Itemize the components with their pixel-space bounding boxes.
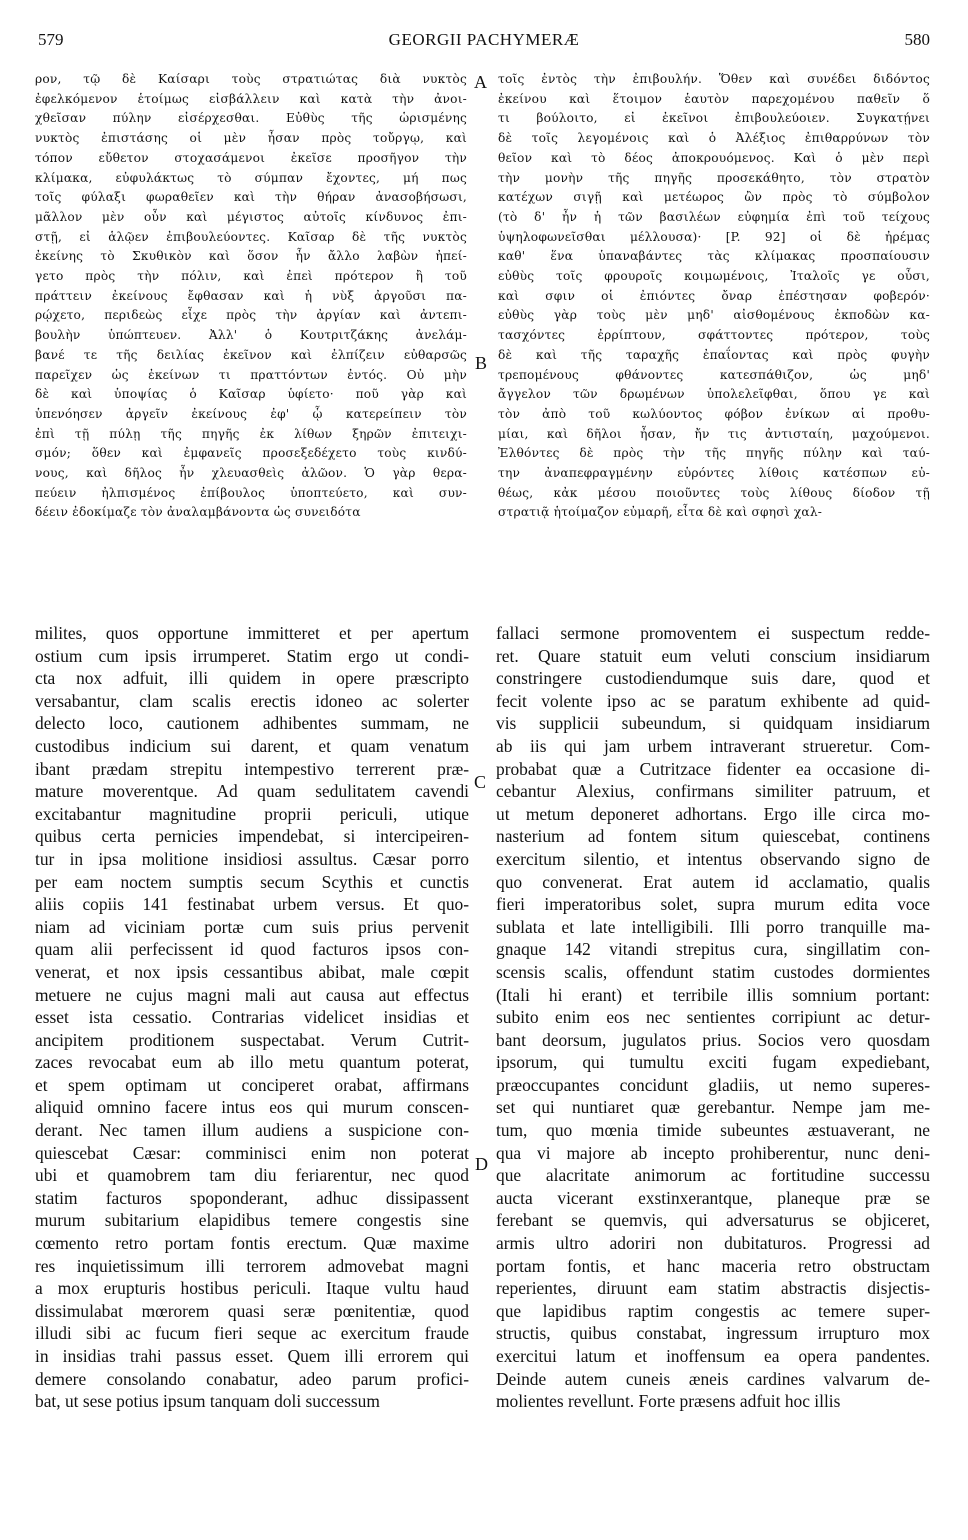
text-line: fieri imperatoribus solet, supra murum edita voce [496,894,930,915]
text-line: esset ista cessatio. Contrarias videlicet insidias et [35,1007,469,1028]
text-line: tum, quo mœnia timide subeuntes æstuaverant, ne [496,1120,930,1141]
text-line: τοῖς ἐντὸς τὴν ἐπιβουλήν. Ὅθεν καὶ συνέδει διδόντος [498,72,930,86]
text-line: γετο πρὸς τὴν πόλιν, καὶ ἐπεὶ πρότερον ἢ τοῦ [35,269,467,284]
text-line: τι βούλοιτο, εἰ ἐκεῖνοι ἐπιβουλεύοιεν. Συγκατῄνει [498,111,930,126]
text-line: βουλὴν ὑπώπτευεν. Ἀλλ' ὁ Κουτριτζάκης ἀνελάμ- [35,328,467,343]
text-line: zaces revocabat eum ab illo metu quantum poterat, [35,1052,469,1073]
text-line: ferebant se quemvis, qui adversaturus se objiceret, [496,1210,930,1231]
text-line: versabantur, clam scalis erectis idoneo ac solerter [35,690,469,711]
text-line: reperientes, diruunt eam statim abstractis disjectis- [496,1278,930,1299]
text-line: νους, καὶ δῆλος ἦν χλευασθεὶς ἀλῶον. Ὁ γὰρ θερα- [35,466,467,481]
text-line: (τὸ δ' ἦν ἡ τῶν βασιλέων εὐφημία ἐπὶ τοῦ τείχους [498,209,930,224]
text-line: ubi et quamobrem tam diu feriarentur, nec quod [35,1165,469,1186]
text-line: κλίμακα, εὐφυλάκτως τὸ σύμπαν ἔχοντες, μή πως [35,170,467,185]
text-line: fallaci sermone promoventem ei suspectum redde- [496,623,930,643]
text-line: ἐκείνου καὶ ἕτοιμον ἑαυτὸν παρεχομένου παθεῖν ὅ [498,91,930,106]
text-line: dissimulabat mœrorem quasi seræ pœnitentiæ, quod [35,1300,469,1321]
text-line: que alacritate animorum ac fortitudine successu [496,1165,930,1186]
text-line: aliquid omnino facere intus eos qui murum conscen- [35,1097,469,1118]
text-line: milites, quos opportune immitteret et per apertum [35,623,469,643]
text-line: probabat quæ a Cutritzace fidenter ea occasione di- [496,758,930,779]
page-header [38,30,930,54]
text-line: βανέ τε τῆς δειλίας ἐκεῖνον καὶ ἐλπίζειν εὐθαρσῶς [35,347,467,362]
latin-text-right-column [496,622,930,1413]
text-line: εὐθὺς τοῖς φρουροῖς κοιμωμένοις, Ἰταλοῖς γε οὖσι, [498,269,930,284]
page-number-left: 579 [38,30,64,49]
margin-marker-b: B [475,353,488,373]
text-line: τρεπομένους φθάνοντες κατεσπάθιζον, ὡς μηδ' [498,367,930,382]
text-line: ab iis qui jam urbem intraverant strueretur. Com- [496,735,930,756]
text-line: molientes revellunt. Forte præsens adfuit hoc illis [496,1391,841,1412]
margin-marker-a: A [474,72,487,92]
text-line: (Itali hi erant) et terribile illis somnium portant: [496,984,930,1005]
text-line: structis, quibus constabat, ingressum irrupturo mox [496,1323,930,1344]
text-line: τὴν μονὴν τῆς πηγῆς προσεκάθητο, τὸν στρατὸν [498,170,930,185]
text-line: ret. Quare statuit eum veluti conscium insidiarum [496,645,930,666]
margin-marker-c: C [474,772,487,792]
text-line: et spem optimam ut conciperet orabat, affirmans [35,1074,469,1095]
text-line: Deinde autem cuneis æneis cardines valvarum de- [496,1368,930,1389]
text-line: ἐπὶ τῇ πύλῃ τῆς πηγῆς ἐκ λίθων ξηρῶν ἐπιτειχι- [35,426,467,441]
text-line: præoccupantes concidunt gladiis, ut nemo superes- [496,1074,930,1095]
text-line: νυκτὸς ἐπιστάσης οἱ μὲν ἦσαν πρὸς τοὔργῳ, καὶ [35,131,467,146]
text-line: Ἐλθόντες δὲ πρὸς τὴν τῆς πηγῆς πύλην καὶ ταύ- [498,446,930,461]
text-line: statim facturos spoponderant, adhuc dissipassent [35,1187,469,1208]
text-line: πεύειν ἠλπισμένος ἐπίβουλος ὑποπτεύετο, καὶ συν- [35,485,467,500]
text-line: quiescebat Cæsar: comminisci enim non poterat [35,1142,469,1163]
text-line: tur in ipsa molitione insidiosi assultus. Cæsar porro [35,848,469,869]
text-line: fecit volente ipso ac se paratum exhibente ad quid- [496,690,930,711]
text-line: ὑψηλοφωνεῖσθαι μέλλουσα)· [P. 92] οἱ δὲ ἠρέμας [498,229,930,244]
text-line: ancipitem proditionem suspectabat. Verum Cutrit- [35,1029,469,1050]
text-line: qua vi majore ab incepto prohiberentur, nunc deni- [496,1142,930,1163]
text-line: την ἀναπεφραγμένην εὑρόντες λίθοις κατέσπων εὐ- [498,466,930,481]
text-line: δὲ τοῖς λεγομένοις καὶ ὁ Ἀλέξιος ἐπιθαρρύνων τὸν [498,131,930,146]
text-line: δὲ καὶ τῆς ταραχῆς ἐπαΐοντας καὶ πρὸς φυγὴν [498,347,930,362]
text-line: exercitum silentio, et intentus observando signo de [496,848,930,869]
text-line: exercitui latum et inoffensum ea opera pandentes. [496,1346,930,1366]
text-line: quibus certa pernicies impendebat, si intercipeiren- [35,826,469,847]
greek-text-left-column [35,70,467,523]
text-line: res inquietissimum illi terrorem admovebat magni [35,1255,469,1276]
text-line: σμόν; ὅθεν καὶ ἐμφανεῖς προσεξεδέχετο τοὺς κινδύ- [35,446,467,461]
text-line: ostium cum ipsis irrumperet. Statim ergo ut condi- [35,645,469,666]
text-line: murum subitarium elapidibus temere congestis sine [35,1210,469,1231]
text-line: constringere custodiendumque suis dare, quod et [496,668,930,689]
latin-text-left-column [35,622,469,1413]
text-line: nasterium ad fontem situm quiescebat, continens [496,826,930,847]
text-line: θέως, κἀκ μέσου ποιοῦντες τοὺς λίθους δίοδον τῇ [498,485,930,500]
greek-text-right-column [498,70,930,523]
text-line: δὲ καὶ ὑποψίας ὁ Καῖσαρ ὑφίετο· ποῦ γὰρ καὶ [35,387,467,402]
text-line: στρατιᾷ ἡτοίμαζον εὐμαρῆ, εἶτα δὲ καὶ σφησὶ χαλ- [498,505,823,520]
text-line: aucta vicerant exstinxerantque, planeque præ se [496,1187,930,1208]
text-line: cebantur Alexius, confirmans similiter patruum, et [496,781,930,802]
text-line: μᾶλλον μὲν οὖν καὶ μέγιστος αὐτοῖς κίνδυνος ἐπι- [35,209,467,224]
page-number-right: 580 [904,30,930,49]
text-line: derant. Nec tamen illum audiens a suspicione con- [35,1120,469,1141]
text-line: cœmento retro portam fontis erectum. Quæ maxime [35,1233,469,1254]
text-line: δέειν ἐδοκίμαζε τὸν ἀναλαμβάνοντα ὡς συνειδότα [35,505,361,520]
text-line: per eam noctem sumptis secum Scythis et cunctis [35,871,469,892]
text-line: niam ad viciniam portæ cum suis prius pervenit [35,916,469,937]
text-line: τόπον εὔθετον στοχασάμενοι ἐκεῖσε προσῆγον τὴν [35,150,467,165]
text-line: τὸν ἀπὸ τοῦ κωλύοντος φόβον ἐνίκων αἱ προθυ- [498,406,930,421]
text-line: scensis scalis, offendunt statim custodes dormientes [496,961,930,982]
text-line: παρεῖχεν ὡς ἐκείνων τι πραττόντων ἐντός. Οὐ μὴν [35,367,467,382]
text-line: ὑπενόησεν ἀργεῖν ἐκείνους ἐφ' ᾧ κατερείπειν τὸν [35,406,467,421]
text-line: demere consolando conabatur, adeo parum profici- [35,1368,469,1389]
text-line: armis ultro adoriri non dubitaturos. Progressi ad [496,1233,930,1254]
text-line: ἐφελκόμενον ἑτοίμως εἰσβάλλειν καὶ κατὰ τὴν ἀνοι- [35,91,467,106]
margin-marker-d: D [475,1154,488,1174]
text-line: καὶ σφιν οἱ ἐπιόντες ὄναρ ἐπέστησαν φοβερόν· [498,288,930,303]
text-line: gnaque 142 vitandi strepitus cura, singillatim con- [496,939,930,960]
text-line: ἐκείνης τὸ Σκυθικὸν καὶ ὅσον ἦν ἄλλο λαβὼν ἠπεί- [35,249,467,264]
text-line: custodibus indicium sui darent, et quam venatum [35,735,469,756]
text-line: εὐθὺς γὰρ τοὺς μὲν μηδ' αἰσθομένους ἐκποδὼν κα- [498,308,930,323]
text-line: quam alii perfecissent id quod facturos ipsos con- [35,939,469,960]
text-line: quo convenerat. Erat autem id acclamatio, qualis [496,871,930,892]
text-line: excitabantur magnitudine proprii periculi, utique [35,803,469,824]
text-line: ibant prædam strepitu intempestivo terrerent præ- [35,758,469,779]
text-line: ρῴχετο, περιδεὼς εἶχε πρὸς τὴν ἀργίαν καὶ ἀντεπι- [35,308,467,323]
text-line: que lapidibus raptim congestis ac temere super- [496,1300,930,1321]
text-line: sublata et late intelligibili. Illi porro tranquille ma- [496,916,930,937]
text-line: portam fontis, et hanc maceria retro obstructam [496,1255,930,1276]
text-line: aliis copiis 141 festinabat urbem versus. Et quo- [35,894,469,915]
text-line: ut metum deponeret adhortans. Ergo ille circa mo- [496,803,930,824]
text-line: mature moverentque. Ad quam sedulitatem cavendi [35,781,469,802]
text-line: vis supplicii subeundum, si quidquam insidiarum [496,713,930,734]
text-line: set qui nuntiaret quæ gerebantur. Nempe jam me- [496,1097,930,1118]
text-line: τασχόντες ἐρρίπτουν, σφάττοντες πρότερον, τοὺς [498,328,930,343]
text-line: πράττειν ἐκείνους ἔφθασαν καὶ ἡ νὺξ ἀργοῦσι πα- [35,288,467,303]
text-line: a mox erupturis hostibus periculi. Itaque vultu haud [35,1278,469,1299]
text-line: venerat, et nox ipsis cessantibus abibat, male cœpit [35,961,469,982]
text-line: χθεῖσαν πύλην εἰσέρχεσθαι. Εὐθὺς τῆς ὡρισμένης [35,111,467,126]
text-line: ἄγγελον τῶν δρωμένων ὑπολελεῖφθαι, ὅπου γε καὶ [498,387,930,402]
text-line: καθ' ἕνα ὑπαναβάντες τὰς κλίμακας προσπαίουσιν [498,249,930,264]
text-line: in insidias trahi passus esset. Quem illi errorem qui [35,1346,469,1366]
text-line: τοῖς φύλαξι φωραθεῖεν καὶ τὴν θήραν ἀνασοβήσωσι, [35,190,467,205]
text-line: μίαι, καὶ δῆλοι ἦσαν, ἤν τις ἀντισταίη, μαχούμενοι. [498,426,930,441]
text-line: ipsorum, qui tumultu exciti fugam expediebant, [496,1052,930,1073]
text-line: bant deorsum, jugulatos prius. Socios vero quosdam [496,1029,930,1050]
running-title: GEORGII PACHYMERÆ [388,30,580,49]
text-line: bat, ut sese potius ipsum tanquam doli successum [35,1391,380,1412]
text-line: ρον, τῷ δὲ Καίσαρι τοὺς στρατιώτας διὰ νυκτὸς [35,72,467,86]
text-line: θεῖον καὶ τὸ δέος ἀποκρουόμενος. Καὶ ὁ μὲν περὶ [498,150,930,165]
text-line: delecto loco, cautionem adhibentes summam, ne [35,713,469,734]
text-line: στῇ, εἰ ἁλῷεν ἐπιβουλεύοντες. Καῖσαρ δὲ τῆς νυκτὸς [35,229,467,244]
text-line: cta nox adfuit, illi quidem in opere præscripto [35,668,469,689]
text-line: metuere ne cujus magni mali aut causa aut effectus [35,984,469,1005]
text-line: illudi sibi ac fucum fieri seque ac exercitum fraude [35,1323,469,1344]
text-line: subito enim eos nec sentientes corripiunt ac detur- [496,1007,930,1028]
text-line: κατέχων σιγῇ καὶ μετέωρος ὢν πρὸς τὸ σύμβολον [498,190,930,205]
